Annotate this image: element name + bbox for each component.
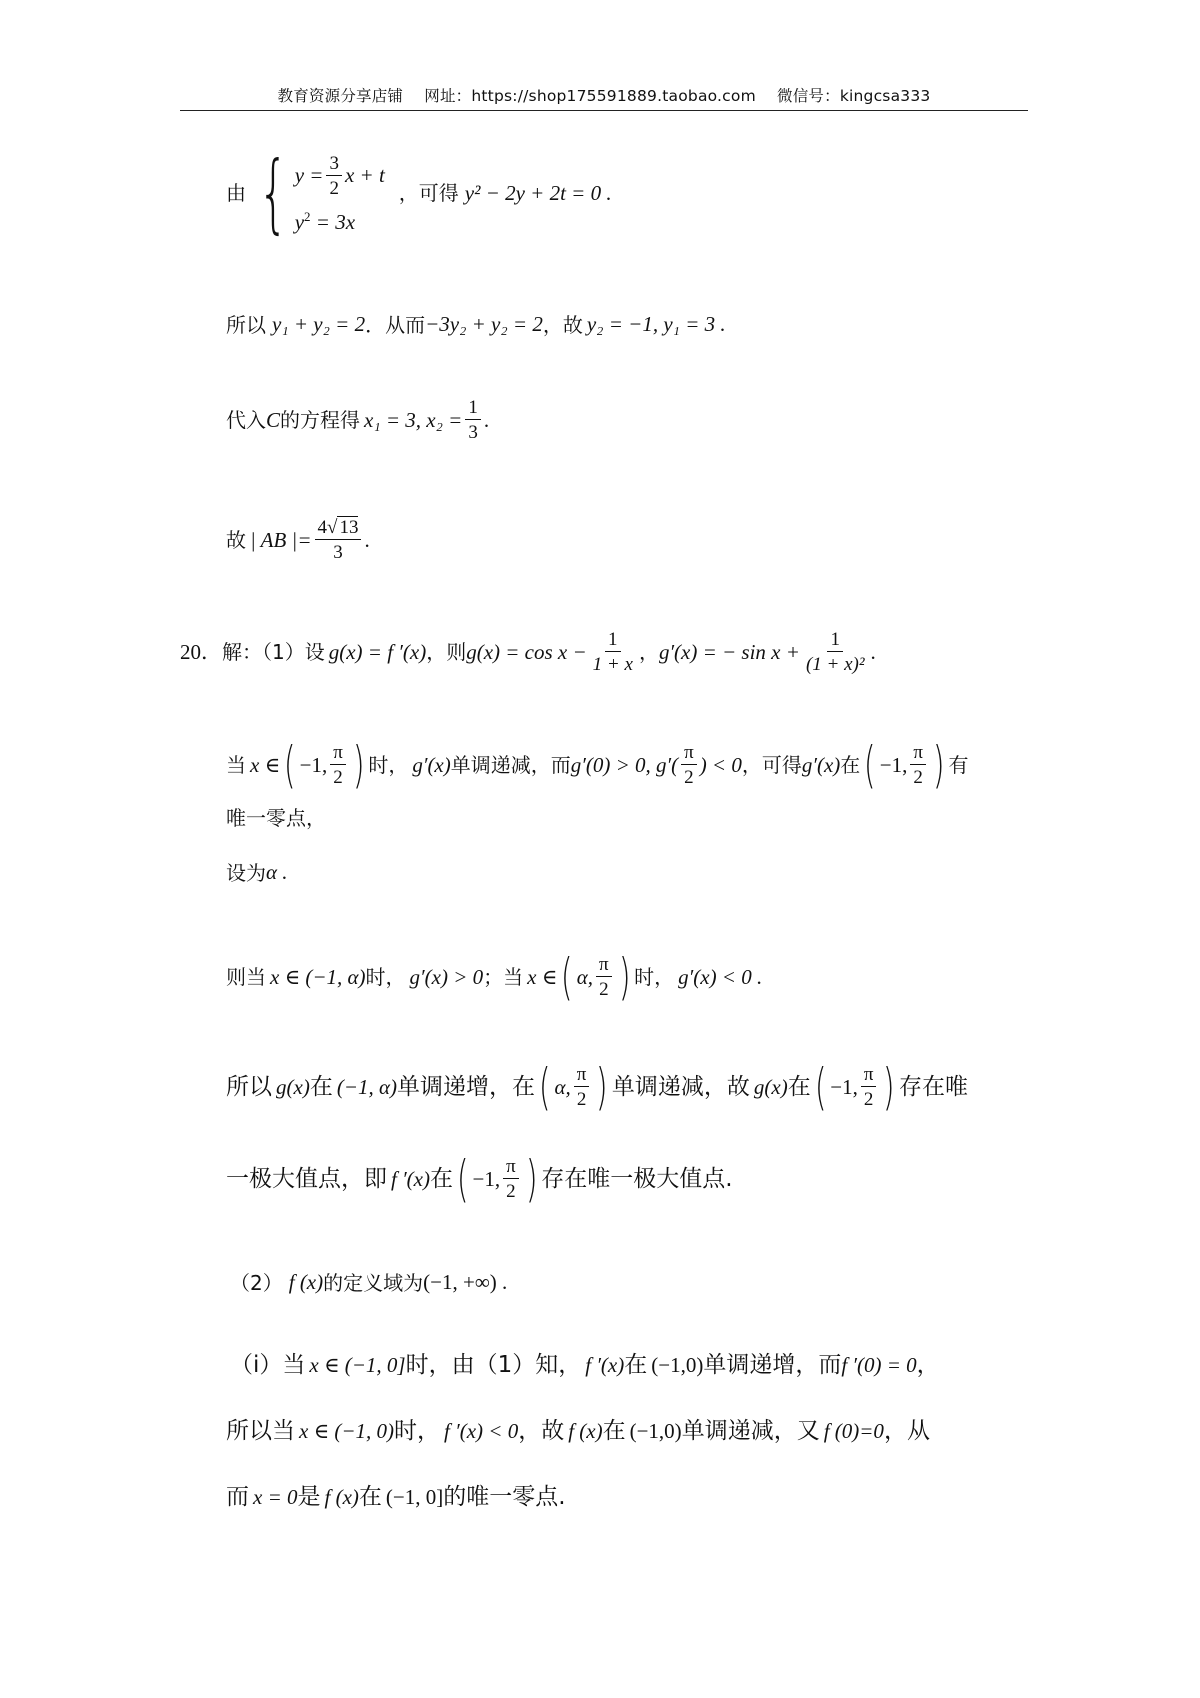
- period2: .: [364, 527, 370, 552]
- paren-open-4: (: [538, 1058, 551, 1116]
- q20-g: g(x) = cos x −: [466, 639, 587, 664]
- l9-shi: 时，: [365, 965, 406, 989]
- l14-f0: f (0)=0: [823, 1419, 884, 1443]
- line-alpha: [226, 862, 288, 883]
- l13-interval: x ∈ (−1, 0]: [309, 1353, 406, 1377]
- eq-1: [295, 154, 385, 198]
- l8-alpha: α .: [266, 860, 288, 884]
- eq1-lhs: y =: [294, 163, 324, 187]
- sqrt-13: 13: [339, 517, 359, 538]
- l7-text: 唯一零点，: [226, 806, 326, 830]
- math-x-values: x₁ = 3, x₂ =: [364, 407, 463, 432]
- l11-text: 一极大值点，即: [226, 1165, 387, 1192]
- l6-desc: 单调递减，而: [450, 753, 571, 777]
- l14-f: f (x): [568, 1419, 603, 1443]
- l10-exist: 存在唯: [898, 1073, 968, 1100]
- eq2-sup: 2: [304, 208, 311, 224]
- l6-shi: 时，: [368, 753, 409, 777]
- result-eq: y² − 2y + 2t = 0 .: [464, 180, 612, 205]
- l14-zai: 在: [602, 1418, 626, 1444]
- l14-cong: ，从: [883, 1418, 930, 1444]
- line-sum: [226, 314, 726, 335]
- l15-end: 的唯一零点.: [443, 1484, 566, 1510]
- l13-zai: 在: [624, 1352, 648, 1378]
- l11-fprime: f ′(x): [391, 1166, 430, 1191]
- l9-x-in: x ∈: [527, 964, 558, 989]
- q20-def: g(x) = f ′(x): [328, 639, 427, 664]
- l8-sheweil: 设为: [226, 860, 266, 885]
- l6-zai: 在: [840, 753, 861, 777]
- line-increasing: [226, 1058, 968, 1116]
- l6-gprime: g′(x): [412, 752, 451, 777]
- line-substitute: [226, 398, 489, 442]
- text-kede: ，可得: [398, 181, 459, 205]
- eq1-rhs: x + t: [344, 163, 385, 187]
- l14-suoyi: 所以当: [226, 1418, 295, 1444]
- paren-open-3: (: [561, 948, 573, 1006]
- equation-system-line: [226, 143, 612, 243]
- q20-period: .: [870, 639, 876, 664]
- text-you: 由: [226, 181, 246, 205]
- l13-comma: ，: [916, 1352, 940, 1378]
- text-gu: ，故: [542, 312, 583, 337]
- l11-end: 存在唯一极大值点.: [541, 1165, 733, 1192]
- l12-domain: 的定义域为: [323, 1270, 424, 1295]
- header-url[interactable]: 网址：https://shop175591889.taobao.com: [424, 87, 756, 105]
- l6-dang: 当: [226, 753, 246, 777]
- l10-g2: g(x): [753, 1074, 788, 1099]
- text-suoyi: 所以: [226, 312, 266, 337]
- l6-int-left-2: −1,: [879, 752, 908, 777]
- line-sign: [226, 948, 763, 1006]
- l15-int: (−1, 0]: [385, 1485, 444, 1509]
- pi-over-2-f: [861, 1065, 877, 1109]
- eq-2: [295, 210, 385, 233]
- line-case-i-3: [226, 1486, 566, 1509]
- paren-close-6: ): [525, 1150, 538, 1208]
- q20-comma: ，: [638, 640, 659, 664]
- frac-AB-den: 3: [333, 542, 343, 563]
- l6-int-left: −1,: [299, 752, 328, 777]
- l15-f: f (x): [324, 1485, 359, 1509]
- math-C: C: [266, 407, 281, 432]
- l14-interval: x ∈ (−1, 0): [299, 1419, 395, 1443]
- l9-alpha: α,: [576, 964, 594, 989]
- paren-open-5: (: [814, 1058, 827, 1116]
- equation-system: [295, 154, 385, 233]
- eq1-den: 2: [329, 177, 339, 199]
- pi-e: π: [574, 1065, 590, 1087]
- l10-g: g(x): [276, 1074, 310, 1099]
- line-case-i-2: [226, 1420, 930, 1443]
- text-gu2: 故: [226, 528, 246, 552]
- two: 2: [333, 767, 343, 788]
- paren-close-5: ): [883, 1058, 896, 1116]
- q20-line: [180, 630, 876, 674]
- l13-dang: （i）当: [230, 1352, 306, 1378]
- l13-inc: 单调递增，而: [703, 1352, 842, 1378]
- math-AB: | AB |=: [250, 527, 312, 552]
- frac-den: 3: [468, 422, 478, 443]
- two-c: 2: [913, 767, 923, 788]
- period: .: [483, 407, 490, 432]
- l12-f: f (x): [288, 1270, 324, 1294]
- math-y-values: y₂ = −1, y₁ = 3 .: [586, 312, 726, 336]
- l15-shi: 是: [297, 1484, 321, 1510]
- frac-num: 1: [465, 398, 481, 420]
- frac-one-third: [465, 398, 481, 442]
- pi-b: π: [681, 743, 697, 765]
- paren-close: ): [352, 736, 365, 794]
- q20-ze: ，则: [426, 640, 467, 664]
- paren-close-4: ): [596, 1058, 609, 1116]
- q20-frac2-den: (1 + x)²: [805, 654, 865, 675]
- l10-int: (−1, α): [336, 1074, 397, 1099]
- math-relation: −3y₂ + y₂ = 2: [425, 312, 543, 336]
- q20-number: 20．: [180, 639, 222, 664]
- pi-over-2-d: [596, 955, 612, 999]
- q20-gprime: g′(x) = − sin x +: [658, 639, 800, 664]
- header-rule: [180, 110, 1028, 111]
- eq2-rhs: = 3x: [310, 209, 356, 234]
- l14-dec: 单调递减，又: [681, 1418, 820, 1444]
- line-maximum: [226, 1150, 733, 1208]
- eq2-var: y: [294, 209, 305, 234]
- paren-close-2: ): [932, 736, 945, 794]
- frac-AB-num: 4√ 13: [315, 518, 362, 540]
- l10-alpha: α,: [554, 1074, 571, 1099]
- text-dairu: 代入: [226, 408, 266, 432]
- l10-zai: 在: [309, 1073, 333, 1100]
- page-header: [180, 84, 1028, 106]
- l15-x0: x = 0: [253, 1485, 298, 1509]
- l9-shi2: 时，: [634, 965, 675, 989]
- l6-kede: ，可得: [741, 753, 802, 777]
- l6-values: g′(0) > 0, g′(: [570, 752, 679, 777]
- l10-int-left: −1,: [830, 1074, 858, 1099]
- l14-int: (−1,0): [629, 1419, 682, 1443]
- q20-frac1: [590, 630, 636, 674]
- l6-gprime2: g′(x): [801, 752, 841, 777]
- eq1-frac: [326, 154, 342, 198]
- l12-part2: （2）: [230, 1270, 283, 1295]
- l14-shi: 时，: [394, 1418, 441, 1444]
- l6-you: 有: [948, 753, 969, 777]
- text-fangcheng: 的方程得: [280, 408, 361, 432]
- pi: π: [330, 743, 346, 765]
- two-g: 2: [506, 1181, 516, 1202]
- l10-zai2: 在: [787, 1073, 811, 1100]
- text-congeer: ．从而: [365, 312, 426, 337]
- l11-int-left: −1,: [472, 1166, 501, 1191]
- l10-suoyi: 所以: [226, 1073, 272, 1100]
- pi-g: π: [503, 1157, 519, 1179]
- two-d: 2: [599, 979, 609, 1000]
- l14-gu: ，故: [518, 1418, 565, 1444]
- two-f: 2: [863, 1089, 874, 1110]
- l6-lt0: ) < 0: [699, 752, 742, 777]
- pi-over-2: [330, 743, 346, 787]
- l14-neg: f ′(x) < 0: [444, 1419, 519, 1443]
- pi-over-2-b: [681, 743, 697, 787]
- header-shop: 教育资源分享店铺: [277, 87, 404, 105]
- q20-intro: 解：（1）设: [222, 640, 325, 664]
- pi-f: π: [861, 1065, 877, 1087]
- l15-zai: 在: [358, 1484, 382, 1510]
- l12-interval: (−1, +∞) .: [423, 1270, 508, 1294]
- line-AB: [226, 518, 370, 562]
- math-sum: y₁ + y₂ = 2: [272, 312, 366, 336]
- l10-dec: 单调递减，故: [611, 1073, 750, 1100]
- l13-by1: 时，由（1）知，: [405, 1352, 582, 1378]
- q20-frac1-num: 1: [605, 630, 621, 652]
- two-e: 2: [576, 1089, 587, 1110]
- eq1-num: 3: [326, 154, 342, 176]
- paren-close-3: ): [618, 948, 631, 1006]
- pi-c: π: [910, 743, 926, 765]
- paren-open-2: (: [864, 736, 876, 794]
- l13-int: (−1,0): [651, 1353, 704, 1377]
- line-case-i: [230, 1354, 940, 1377]
- q20-frac2-num: 1: [827, 630, 843, 652]
- l13-f0: f ′(0) = 0: [841, 1353, 917, 1377]
- l9-neg: g′(x) < 0 .: [678, 964, 763, 989]
- frac-AB: [315, 518, 362, 562]
- left-brace: {: [258, 143, 289, 243]
- l13-fprime: f ′(x): [585, 1353, 625, 1377]
- l15-er: 而: [226, 1484, 249, 1510]
- l9-dang: ；当: [483, 965, 524, 989]
- pi-over-2-g: [503, 1157, 519, 1201]
- line-monotonic: [226, 736, 969, 794]
- l11-zai: 在: [430, 1165, 453, 1192]
- pi-over-2-e: [574, 1065, 590, 1109]
- l9-zedang: 则当: [226, 965, 266, 989]
- q20-frac2: [803, 630, 868, 674]
- paren-open: (: [284, 736, 296, 794]
- num-four: 4: [317, 517, 327, 538]
- l9-interval: x ∈ (−1, α): [270, 964, 366, 989]
- l10-inc: 单调递增，在: [397, 1073, 535, 1100]
- l6-x-in: x ∈: [250, 752, 281, 777]
- q20-frac1-den: 1 + x: [592, 654, 633, 675]
- line-unique-zero: [226, 808, 326, 828]
- paren-open-6: (: [456, 1150, 469, 1208]
- pi-over-2-c: [910, 743, 926, 787]
- pi-d: π: [596, 955, 612, 977]
- two-b: 2: [684, 767, 694, 788]
- header-wechat: 微信号：kingcsa333: [777, 87, 931, 105]
- line-domain: [230, 1272, 507, 1293]
- l9-pos: g′(x) > 0: [409, 964, 484, 989]
